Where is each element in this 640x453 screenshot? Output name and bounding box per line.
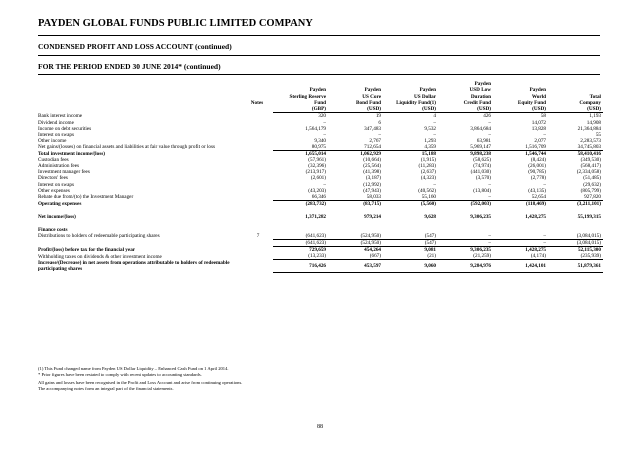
value-cell: 52,115,300 xyxy=(548,247,603,254)
column-header: US Dollar xyxy=(413,93,436,100)
column-header: USD Low xyxy=(469,87,491,94)
value-cell: (2,601) xyxy=(310,175,326,182)
table-row xyxy=(38,194,603,201)
column-header: Total xyxy=(589,93,601,100)
value-cell: 9,284,976 xyxy=(438,260,493,272)
row-label: Custodian fees xyxy=(38,157,69,164)
table-row xyxy=(38,233,603,240)
value-cell: (43,203) xyxy=(308,187,326,194)
table-row xyxy=(38,260,603,272)
value-cell: 9,081 xyxy=(383,247,438,254)
value-cell: (51,485) xyxy=(583,175,601,182)
value-cell: 15,188 xyxy=(383,151,438,158)
column-header: US Core xyxy=(362,93,381,100)
value-cell: 9,306,235 xyxy=(470,213,491,220)
value-cell: 63,981 xyxy=(476,137,491,144)
column-header: Payden xyxy=(419,87,436,94)
value-cell: – xyxy=(493,240,548,247)
value-cell: 9,340 xyxy=(314,137,326,144)
row-label: Rebate due from/(to) the Investment Manager xyxy=(38,193,134,200)
column-header: Payden xyxy=(474,81,491,87)
value-cell: (4,323) xyxy=(420,175,436,182)
column-header: Fund xyxy=(314,99,326,106)
value-cell: (25,564) xyxy=(363,163,381,170)
row-label: Withholding taxes on dividends & other investment income xyxy=(38,253,162,260)
value-cell: – xyxy=(323,119,326,126)
value-cell: 4,359 xyxy=(424,143,436,150)
column-header: (USD) xyxy=(328,106,383,113)
row-label: Interest on swaps xyxy=(38,181,75,188)
row-label: Increase/(Decrease) in net assets from operations attributable to holders of redeemable participating shares xyxy=(38,259,230,273)
value-cell: – xyxy=(323,131,326,138)
value-cell: 1,428,275 xyxy=(525,213,546,220)
value-cell: 1,428,275 xyxy=(493,247,548,254)
value-cell: – xyxy=(433,131,436,138)
value-cell: (21,259) xyxy=(473,253,491,260)
title-divider xyxy=(38,35,600,36)
row-note xyxy=(243,200,273,207)
value-cell: 55,160 xyxy=(421,193,436,200)
column-header: (GBP) xyxy=(273,106,328,113)
value-cell: 2,767 xyxy=(369,137,381,144)
value-cell: 14,908 xyxy=(586,119,601,126)
row-label: Bank interest income xyxy=(38,113,83,120)
value-cell: 58 xyxy=(540,113,546,120)
value-cell: (26,001) xyxy=(528,163,546,170)
value-cell: (524,950) xyxy=(360,233,381,240)
column-header: Liquidity Fund(1) xyxy=(396,99,436,106)
column-header: (USD) xyxy=(548,106,603,113)
value-cell: (213,917) xyxy=(305,169,326,176)
profit-loss-table xyxy=(38,81,603,273)
column-header: Sterling Reserve xyxy=(289,93,326,100)
value-cell: (235,939) xyxy=(580,253,601,260)
row-note xyxy=(243,247,273,254)
value-cell: (13,233) xyxy=(308,253,326,260)
value-cell: 58,410,416 xyxy=(548,151,603,158)
value-cell: – xyxy=(323,181,326,188)
column-header: Payden xyxy=(529,87,546,94)
value-cell: 1,193 xyxy=(589,113,601,120)
footnote-line: The accompanying notes form an integral part of the financial statements. xyxy=(38,385,174,391)
value-cell: 454,264 xyxy=(328,247,383,254)
value-cell: 2,283,573 xyxy=(580,137,601,144)
value-cell: (74,974) xyxy=(473,163,491,170)
footnote-line: All gains and losses have been recognised in the Profit and Loss Account and arise from continuing operations. xyxy=(38,380,243,385)
value-cell: 1,516,709 xyxy=(525,143,546,150)
value-cell: 19 xyxy=(375,113,381,120)
table-row xyxy=(38,144,603,151)
notes-header xyxy=(243,106,273,113)
value-cell: 1,546,744 xyxy=(493,151,548,158)
value-cell: – xyxy=(488,131,491,138)
value-cell: (3,084,015) xyxy=(576,233,601,240)
row-label: Income on debt securities xyxy=(38,125,92,132)
value-cell: 1,655,014 xyxy=(273,151,328,158)
value-cell: 320 xyxy=(318,113,326,120)
value-cell: 21,364,884 xyxy=(577,125,601,132)
value-cell: (13,804) xyxy=(473,187,491,194)
value-cell: 712,654 xyxy=(364,143,381,150)
value-cell: – xyxy=(543,181,546,188)
row-label: Dividend income xyxy=(38,119,74,126)
row-note xyxy=(243,151,273,158)
value-cell: (21) xyxy=(427,253,436,260)
value-cell: – xyxy=(488,119,491,126)
value-cell: (58,625) xyxy=(473,157,491,164)
value-cell: (283,732) xyxy=(273,200,328,207)
value-cell: 51,879,361 xyxy=(548,260,603,272)
value-cell: (3,211,101) xyxy=(548,200,603,207)
footnote-line: (1) This Fund changed name from Payden US Dollar Liquidity – Enhanced Cash Fund on 1 April 2014. xyxy=(38,366,229,371)
value-cell: – xyxy=(488,193,491,200)
notes-header: Notes xyxy=(250,99,264,106)
value-cell: 14,072 xyxy=(531,119,546,126)
value-cell: 6 xyxy=(378,119,381,126)
value-cell: (57,961) xyxy=(308,157,326,164)
value-cell: 2,077 xyxy=(534,137,546,144)
value-cell: – xyxy=(433,119,436,126)
row-label xyxy=(38,240,243,247)
value-cell: 1,424,101 xyxy=(493,260,548,272)
column-header: Bond Fund xyxy=(356,99,381,106)
footnote-line: * Prior figures have been restated to comply with recent updates to accounting standards. xyxy=(38,371,202,377)
value-cell: (667) xyxy=(369,253,381,260)
value-cell: (641,623) xyxy=(305,233,326,240)
column-header: (USD) xyxy=(493,106,548,113)
value-cell: 1,564,179 xyxy=(305,125,326,132)
value-cell: (349,530) xyxy=(580,157,601,164)
row-label: Net income/(loss) xyxy=(38,213,76,220)
row-note xyxy=(243,240,273,247)
value-cell: 426 xyxy=(483,113,491,120)
value-cell: (592,003) xyxy=(438,200,493,207)
value-cell: 13,828 xyxy=(531,125,546,132)
value-cell: 9,628 xyxy=(424,213,436,220)
value-cell: (3,187) xyxy=(365,175,381,182)
value-cell: (547) xyxy=(383,240,438,247)
company-title: PAYDEN GLOBAL FUNDS PUBLIC LIMITED COMPANY xyxy=(38,18,313,29)
table-row xyxy=(38,253,603,260)
footnotes xyxy=(38,366,242,391)
table-row xyxy=(38,247,603,254)
column-header: World xyxy=(531,93,546,100)
row-label: Total investment income/(loss) xyxy=(38,150,105,157)
column-header: Payden xyxy=(364,87,381,94)
value-cell: 34,745,803 xyxy=(577,143,601,150)
value-cell: (32,396) xyxy=(308,163,326,170)
value-cell: 9,898,238 xyxy=(438,151,493,158)
value-cell: 9,060 xyxy=(383,260,438,272)
table-row xyxy=(38,113,603,120)
statement-title: CONDENSED PROFIT AND LOSS ACCOUNT (continued) xyxy=(38,42,232,51)
value-cell: 729,659 xyxy=(273,247,328,254)
row-note: 7 xyxy=(256,233,260,240)
value-cell: (3,084,015) xyxy=(548,240,603,247)
column-header: (USD) xyxy=(383,106,438,113)
column-header: Company xyxy=(579,99,601,106)
value-cell: 1,062,929 xyxy=(328,151,383,158)
value-cell: 1,371,282 xyxy=(305,213,326,220)
value-cell: (83,715) xyxy=(328,200,383,207)
value-cell: (5,560) xyxy=(383,200,438,207)
value-cell: (441,030) xyxy=(470,169,491,176)
value-cell: 80,975 xyxy=(311,143,326,150)
value-cell: 453,597 xyxy=(328,260,383,272)
row-label: Other income xyxy=(38,137,67,144)
value-cell: (1,915) xyxy=(420,157,436,164)
period-divider xyxy=(38,74,600,75)
header-spacer xyxy=(38,106,243,113)
value-cell: (805,799) xyxy=(580,187,601,194)
value-cell: – xyxy=(433,181,436,188)
value-cell: – xyxy=(488,181,491,188)
value-cell: 1,293 xyxy=(424,137,436,144)
row-label: Finance costs xyxy=(38,226,68,233)
column-header-row xyxy=(38,106,603,113)
value-cell: (43,135) xyxy=(528,187,546,194)
row-label: Investment manager fees xyxy=(38,169,90,176)
value-cell: 3,864,684 xyxy=(470,125,491,132)
value-cell: 347,483 xyxy=(364,125,381,132)
column-header: Equity Fund xyxy=(517,99,546,106)
row-note xyxy=(243,260,273,272)
value-cell: 58,033 xyxy=(366,193,381,200)
value-cell: 4 xyxy=(433,113,436,120)
value-cell: (12,992) xyxy=(363,181,381,188)
value-cell: (2,778) xyxy=(530,175,546,182)
statement-divider xyxy=(38,55,600,56)
value-cell: – xyxy=(488,233,491,240)
table-row xyxy=(38,200,603,207)
spacer-row xyxy=(38,207,603,214)
value-cell: (524,950) xyxy=(328,240,383,247)
value-cell: – xyxy=(378,131,381,138)
value-cell: (641,623) xyxy=(273,240,328,247)
value-cell: – xyxy=(543,233,546,240)
row-label: Net gains/(losses) on financial assets and liabilities at fair value through profit or loss xyxy=(38,144,216,151)
table-row xyxy=(38,151,603,158)
row-note xyxy=(243,194,273,201)
value-cell: (547) xyxy=(424,233,436,240)
row-label: Distributions to holders of redeemable participating shares xyxy=(38,233,160,240)
column-header: Duration xyxy=(470,93,491,100)
value-cell: – xyxy=(438,240,493,247)
value-cell: (29,632) xyxy=(583,181,601,188)
value-cell: 9,532 xyxy=(424,125,436,132)
value-cell: 55 xyxy=(595,131,601,138)
value-cell: (2,334,058) xyxy=(576,169,601,176)
column-header: Payden xyxy=(309,87,326,94)
value-cell: 66,346 xyxy=(311,193,326,200)
value-cell: (3,570) xyxy=(475,175,491,182)
value-cell: (40,562) xyxy=(418,187,436,194)
page-number: 88 xyxy=(317,424,323,430)
row-note xyxy=(243,253,273,260)
value-cell: (10,664) xyxy=(363,157,381,164)
value-cell: (4,174) xyxy=(530,253,546,260)
row-note xyxy=(243,113,273,120)
row-label: Profit/(loss) before tax for the financial year xyxy=(38,247,136,254)
value-cell: (47,943) xyxy=(363,187,381,194)
value-cell: 716,426 xyxy=(273,260,328,272)
table-row xyxy=(38,240,603,247)
row-label: Other expenses xyxy=(38,187,70,194)
row-label: Administration fees xyxy=(38,163,80,170)
value-cell: (8,424) xyxy=(530,157,546,164)
value-cell: (41,398) xyxy=(363,169,381,176)
value-cell: 52,654 xyxy=(531,193,546,200)
value-cell: (11,283) xyxy=(418,163,436,170)
value-cell: (90,785) xyxy=(528,169,546,176)
row-label: Interest on swaps xyxy=(38,131,75,138)
value-cell: 9,306,235 xyxy=(438,247,493,254)
column-header: (USD) xyxy=(438,106,493,113)
value-cell: 55,199,315 xyxy=(577,213,601,220)
spacer-row xyxy=(38,220,603,227)
value-cell: (2,637) xyxy=(420,169,436,176)
value-cell: 5,969,147 xyxy=(470,143,491,150)
value-cell: (568,417) xyxy=(580,163,601,170)
row-note xyxy=(243,144,273,151)
value-cell: – xyxy=(543,131,546,138)
row-label: Operating expenses xyxy=(38,200,82,207)
value-cell: 979,214 xyxy=(364,213,381,220)
column-header: Credit Fund xyxy=(463,99,491,106)
value-cell: (118,469) xyxy=(493,200,548,207)
value-cell: 927,820 xyxy=(584,193,601,200)
row-label: Directors' fees xyxy=(38,175,68,182)
period-title: FOR THE PERIOD ENDED 30 JUNE 2014* (continued) xyxy=(38,62,221,71)
